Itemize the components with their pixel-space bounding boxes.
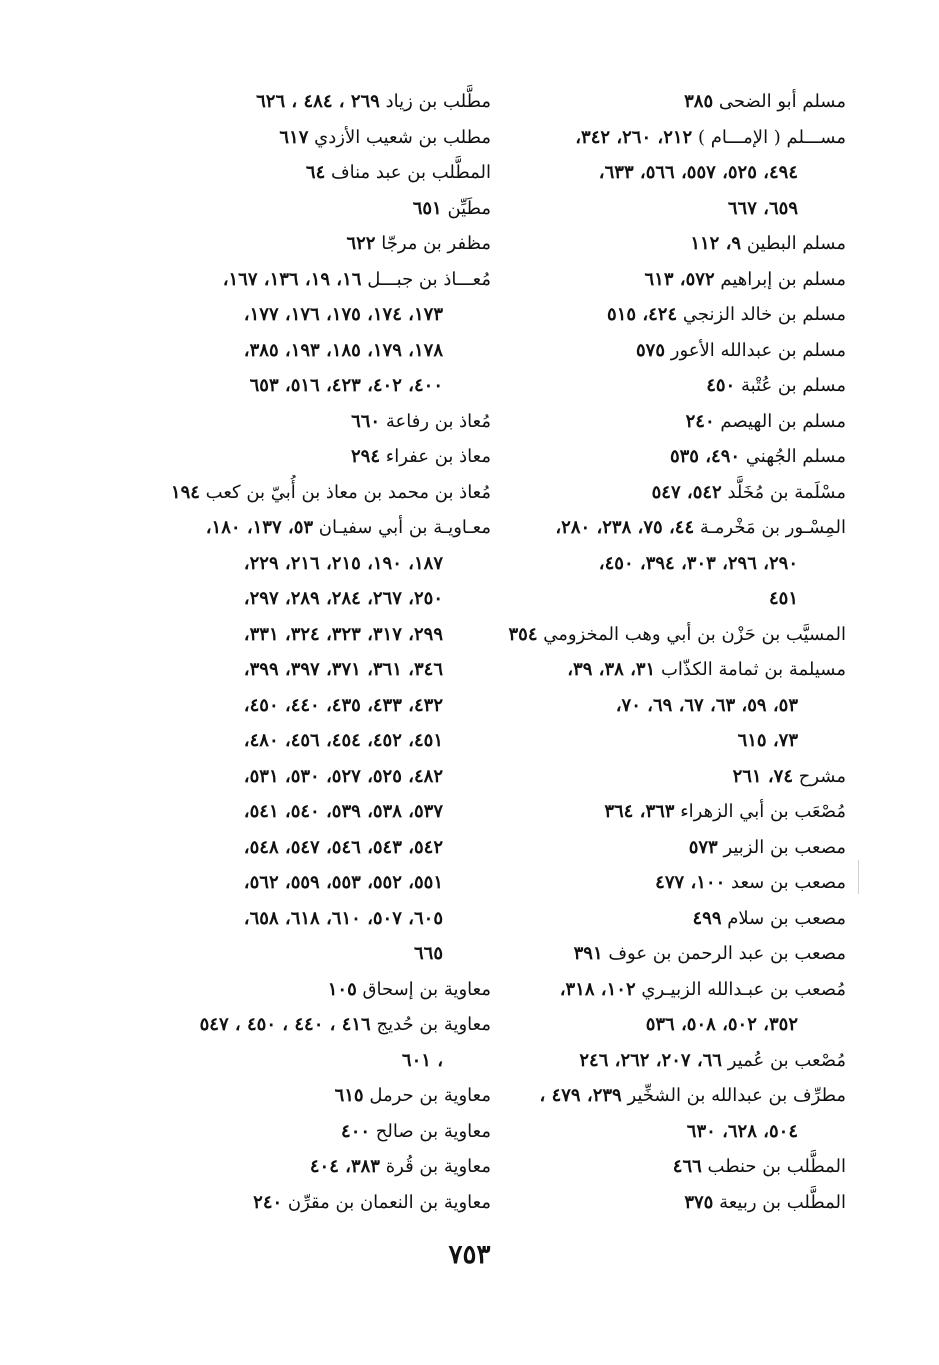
- index-entry: [501, 297, 846, 333]
- entry-name: مُعاذ بن محمد بن معاذ بن أُبيّ بن كعب: [205, 481, 491, 503]
- entry-pages: ٥٣، ١٣٧، ١٨٠،: [205, 517, 314, 538]
- entry-pages: ٣٦٣، ٣٦٤: [604, 801, 675, 822]
- entry-pages: ٩، ١١٢: [690, 233, 742, 254]
- entry-name: مظفر بن مرجّا: [381, 233, 491, 254]
- entry-name: مصعب بن سلام: [727, 907, 846, 929]
- index-entry: [501, 901, 846, 937]
- entry-pages: ٧٤، ٢٦١: [732, 765, 794, 787]
- index-entry: [501, 972, 846, 1008]
- index-entry: [501, 439, 846, 475]
- index-entry: [501, 475, 846, 511]
- entry-pages: ٣١، ٣٨، ٣٩،: [567, 659, 656, 680]
- entry-name: معاوية بن حُديج: [376, 1014, 491, 1035]
- entry-pages: ٤٠٠، ٤٠٢، ٤٢٣، ٥١٦، ٦٥٣: [249, 375, 443, 396]
- index-entry: [501, 1114, 846, 1150]
- entry-pages: ٢١٢، ٢٦٠، ٣٤٢،: [575, 126, 693, 148]
- entry-name: مطَّلب بن زياد: [385, 91, 491, 112]
- entry-pages: ، ٦٠١: [401, 1049, 443, 1071]
- index-entry: [501, 1149, 846, 1185]
- entry-pages: ٥٣٧، ٥٣٨، ٥٣٩، ٥٤٠، ٥٤١،: [243, 801, 443, 822]
- entry-pages: ٦٠٥، ٥٠٧، ٦١٠، ٦١٨، ٦٥٨،: [243, 907, 443, 929]
- entry-pages: ٤٦٦: [672, 1156, 702, 1177]
- index-entry: [501, 120, 846, 156]
- entry-name: مسلم بن إبراهيم: [720, 268, 846, 290]
- page-number: ٧٥٣: [448, 1240, 491, 1270]
- entry-name: معاوية بن النعمان بن مقرِّن: [287, 1191, 491, 1213]
- index-entry: [501, 581, 846, 617]
- entry-pages: ٤١٦ ، ٤٤٠ ، ٤٥٠ ، ٥٤٧: [199, 1014, 371, 1035]
- entry-pages: ٣٤٦، ٣٦١، ٣٧١، ٣٩٧، ٣٩٩،: [243, 659, 443, 680]
- entry-name: مســـلم ( الإمـــام ): [697, 126, 846, 148]
- entry-name: مسْلَمة بن مُخَلَّد: [727, 481, 846, 503]
- index-entry: [141, 226, 491, 262]
- index-entry: [501, 652, 846, 688]
- entry-pages: ٦٥١: [412, 197, 442, 219]
- entry-pages: ٣٩١: [573, 943, 603, 964]
- entry-name: مطلب بن شعيب الأزدي: [314, 126, 491, 148]
- index-entry: [501, 688, 846, 724]
- entry-pages: ١٧٨، ١٧٩، ١٨٥، ١٩٣، ٣٨٥،: [243, 339, 443, 361]
- entry-name: مصعب بن سعد: [731, 872, 846, 893]
- index-entry: [141, 297, 491, 333]
- entry-name: مسلم بن الهيصم: [720, 410, 846, 432]
- entry-pages: ٢٦٩ ، ٤٨٤ ، ٦٢٦: [256, 91, 380, 112]
- entry-pages: ٥٠٤، ٦٢٨، ٦٣٠: [686, 1120, 798, 1142]
- entry-pages: ١٠٥: [327, 978, 357, 1000]
- index-entry: [501, 830, 846, 866]
- index-entry: [141, 652, 491, 688]
- entry-name: مطَيِّن: [447, 197, 491, 219]
- entry-pages: ٢٤٠: [253, 1191, 283, 1213]
- entry-name: مسلم بن عُتْبة: [740, 375, 846, 396]
- entry-pages: ٥٧٢، ٦١٣: [644, 268, 715, 290]
- index-entry: [141, 972, 491, 1008]
- entry-pages: ٤٥٠: [706, 375, 736, 396]
- index-entry: [501, 1185, 846, 1221]
- index-entry: [141, 155, 491, 191]
- index-entry: [501, 617, 846, 653]
- entry-name: مصعب بن الزبير: [723, 836, 846, 858]
- index-entry: [141, 84, 491, 120]
- entry-name: مسلم الجُهني: [745, 446, 846, 467]
- entry-pages: ١٠٠، ٤٧٧: [655, 872, 726, 893]
- index-entry: [141, 581, 491, 617]
- index-entry: [141, 475, 491, 511]
- index-entry: [141, 262, 491, 298]
- entry-pages: ٣٨٥: [684, 91, 714, 112]
- entry-pages: ١٨٧، ١٩٠، ٢١٥، ٢١٦، ٢٢٩،: [243, 552, 443, 574]
- index-entry: [141, 191, 491, 227]
- index-entry: [501, 1043, 846, 1079]
- entry-pages: ٦٥٩، ٦٦٧: [727, 197, 798, 219]
- index-entry: [501, 368, 846, 404]
- entry-name: المِسْـور بن مَخْرمـة: [699, 517, 846, 538]
- index-entry: [141, 617, 491, 653]
- entry-name: مطرِّف بن عبدالله بن الشخِّير: [627, 1085, 846, 1106]
- index-column-right: [501, 84, 846, 1220]
- index-entry: [141, 368, 491, 404]
- entry-pages: ٤٥١: [768, 588, 798, 609]
- entry-name: مُعاذ بن رفاعة: [385, 410, 491, 432]
- entry-name: مُعـــاذ بن جبـــل: [367, 268, 491, 290]
- entry-name: المطَّلب بن ربيعة: [719, 1191, 846, 1213]
- index-entry: [501, 1007, 846, 1043]
- index-entry: [501, 759, 846, 795]
- index-entry: [141, 723, 491, 759]
- index-entry: [141, 1043, 491, 1079]
- index-entry: [501, 1078, 846, 1114]
- entry-pages: ٤٤، ٧٥، ٢٣٨، ٢٨٠،: [555, 517, 695, 538]
- index-entry: [501, 226, 846, 262]
- entry-name: المطَّلب بن حنطب: [707, 1156, 846, 1177]
- entry-pages: ٤٥١، ٤٥٢، ٤٥٤، ٤٥٦، ٤٨٠،: [243, 730, 443, 751]
- entry-pages: ٣٨٣، ٤٠٤: [309, 1156, 380, 1177]
- entry-pages: ٥٧٣: [688, 836, 718, 858]
- entry-name: مُصْعب بن عُمير: [727, 1049, 846, 1071]
- entry-pages: ٤٣٢، ٤٣٣، ٤٣٥، ٤٤٠، ٤٥٠،: [243, 694, 443, 716]
- entry-name: المسيَّب بن حَزْن بن أبي وهب المخزومي: [543, 623, 846, 645]
- entry-pages: ٤٠٠: [341, 1120, 371, 1142]
- entry-pages: ٣٥٢، ٥٠٢، ٥٠٨، ٥٣٦: [645, 1014, 798, 1035]
- index-entry: [501, 262, 846, 298]
- index-entry: [141, 1185, 491, 1221]
- entry-pages: ٢٣٩، ٤٧٩ ،: [539, 1085, 622, 1106]
- index-entry: [501, 794, 846, 830]
- entry-name: مسلم بن عبدالله الأعور: [670, 339, 846, 361]
- entry-name: معاوية بن قُرة: [385, 1156, 491, 1177]
- entry-pages: ٦٢٢: [346, 233, 376, 254]
- index-entry: [501, 510, 846, 546]
- entry-name: مشرح: [798, 765, 846, 787]
- entry-pages: ٤٩٤، ٥٢٥، ٥٥٧، ٥٦٦، ٦٣٣،: [598, 162, 798, 183]
- entry-pages: ٥٧٥: [636, 339, 666, 361]
- entry-name: معاوية بن إسحاق: [362, 978, 491, 1000]
- entry-pages: ٤٩٩: [692, 907, 722, 929]
- entry-pages: ٦٦، ٢٠٧، ٢٦٢، ٢٤٦: [579, 1049, 722, 1071]
- entry-pages: ٣٥٤: [508, 623, 538, 645]
- entry-name: معاوية بن صالح: [375, 1120, 491, 1142]
- index-entry: [501, 404, 846, 440]
- entry-pages: ٦١٥: [334, 1085, 364, 1106]
- entry-pages: ٦٦٠: [351, 410, 381, 432]
- entry-pages: ٦١٧: [279, 126, 309, 148]
- index-entry: [141, 333, 491, 369]
- entry-pages: ١٦، ١٩، ١٣٦، ١٦٧،: [222, 268, 362, 290]
- index-entry: [141, 865, 491, 901]
- index-entry: [141, 120, 491, 156]
- entry-pages: ٢٩٤: [351, 446, 381, 467]
- index-entry: [141, 759, 491, 795]
- entry-pages: ٣٧٥: [684, 1191, 714, 1213]
- entry-pages: ١٩٤: [170, 481, 200, 503]
- index-entry: [501, 155, 846, 191]
- index-entry: [141, 546, 491, 582]
- entry-pages: ٥٣، ٥٩، ٦٣، ٦٧، ٦٩، ٧٠،: [615, 694, 798, 716]
- entry-pages: ٢٩٩، ٣١٧، ٣٢٣، ٣٢٤، ٣٣١،: [243, 623, 443, 645]
- entry-pages: ٦٦٥: [413, 943, 443, 964]
- entry-pages: ٥٤٢، ٥٤٣، ٥٤٦، ٥٤٧، ٥٤٨،: [243, 836, 443, 858]
- index-entry: [141, 1007, 491, 1043]
- index-entry: [141, 688, 491, 724]
- entry-pages: ٥٤٢، ٥٤٧: [651, 481, 722, 503]
- entry-pages: ٢٥٠، ٢٦٧، ٢٨٤، ٢٨٩، ٢٩٧،: [243, 588, 443, 609]
- entry-pages: ٥٥١، ٥٥٢، ٥٥٣، ٥٥٩، ٥٦٢،: [243, 872, 443, 893]
- entry-pages: ٢٩٠، ٢٩٦، ٣٠٣، ٣٩٤، ٤٥٠،: [598, 552, 798, 574]
- index-entry: [141, 404, 491, 440]
- entry-name: مسلم البطين: [746, 233, 846, 254]
- entry-name: مسلم بن خالد الزنجي: [682, 304, 846, 325]
- entry-name: معاوية بن حرمل: [369, 1085, 491, 1106]
- index-entry: [141, 794, 491, 830]
- entry-name: مسيلمة بن ثمامة الكذّاب: [660, 659, 846, 680]
- index-entry: [501, 333, 846, 369]
- margin-mark: [858, 860, 859, 894]
- index-entry: [501, 723, 846, 759]
- entry-name: معاذ بن عفراء: [385, 446, 491, 467]
- index-entry: [501, 936, 846, 972]
- entry-pages: ٧٣، ٦١٥: [737, 730, 798, 751]
- index-column-left: [141, 84, 491, 1220]
- index-entry: [501, 191, 846, 227]
- entry-pages: ٢٤٠: [685, 410, 715, 432]
- entry-name: مُصْعَب بن أبي الزهراء: [680, 801, 846, 822]
- entry-pages: ١٠٢، ٣١٨،: [559, 978, 636, 1000]
- entry-pages: ٤٢٤، ٥١٥: [607, 304, 678, 325]
- index-entry: [141, 830, 491, 866]
- entry-pages: ٤٩٠، ٥٣٥: [669, 446, 741, 467]
- index-entry: [141, 1078, 491, 1114]
- entry-name: المطَّلب بن عبد مناف: [330, 162, 491, 183]
- index-entry: [141, 901, 491, 937]
- index-entry: [141, 510, 491, 546]
- entry-name: مصعب بن عبد الرحمن بن عوف: [608, 943, 846, 964]
- entry-name: مسلم أبو الضحى: [718, 91, 846, 112]
- index-entry: [501, 546, 846, 582]
- entry-name: معـاويـة بن أبي سفيـان: [318, 517, 491, 538]
- index-entry: [141, 1149, 491, 1185]
- index-entry: [141, 439, 491, 475]
- entry-pages: ١٧٣، ١٧٤، ١٧٥، ١٧٦، ١٧٧،: [243, 304, 443, 325]
- index-entry: [501, 84, 846, 120]
- entry-pages: ٦٤: [305, 162, 326, 183]
- index-entry: [141, 936, 491, 972]
- index-entry: [141, 1114, 491, 1150]
- index-entry: [501, 865, 846, 901]
- entry-pages: ٤٨٢، ٥٢٥، ٥٢٧، ٥٣٠، ٥٣١،: [243, 765, 443, 787]
- entry-name: مُصعب بن عبـدالله الزبيـري: [641, 978, 846, 1000]
